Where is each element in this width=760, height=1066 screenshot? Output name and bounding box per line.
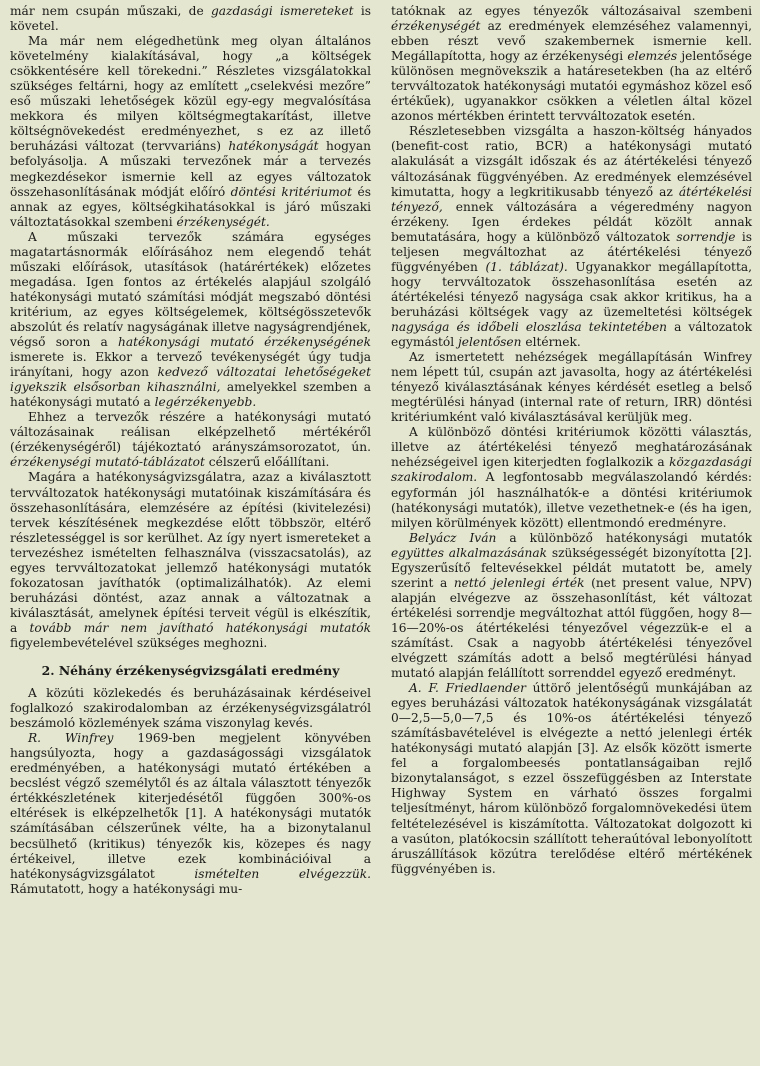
paragraph bbox=[391, 350, 752, 425]
emphasized-text: ismételten elvégezzük. bbox=[194, 866, 372, 881]
emphasized-text: elemzés bbox=[627, 49, 678, 64]
emphasized-text: jelentősen bbox=[457, 335, 522, 350]
text-run: az eredmények elemzéséhez valamennyi, ebben részt vevő szakembernek ismernie kell. Megállapította, hogy az érzékenységi bbox=[391, 19, 752, 64]
emphasized-text: sorrendje bbox=[676, 229, 736, 244]
emphasized-text: nagysága és időbeli eloszlása tekintetében bbox=[391, 319, 668, 334]
text-run: Magára a hatékonyságvizsgálatra, azaz a kiválasztott tervváltozatok hatékonysági mutatóinak kiszámítására és összehasonlítására, elemzésére az építési (kivitelezési) tervek készítésének megkezdése előtt többször, eltérő részletességgel is sor kerülhet. Az így nyert ismereteket a tervezéshez ismételten felhasználva (visszacsatolás), az egyes tervváltozatokat jellemző hatékonysági mutatók fokozatosan javíthatók (optimalizálhatók). Az elemi beruházási döntést, azaz annak a változatnak a kiválasztását, amelynek építési terveit végül is elkészítik, a bbox=[10, 470, 371, 635]
emphasized-text: A. F. Friedlaender bbox=[409, 681, 526, 696]
text-run: figyelembevételével szükséges meghozni. bbox=[10, 635, 268, 650]
text-run: eltérnek. bbox=[521, 335, 581, 350]
text-run: Rámutatott, hogy a hatékonysági mu- bbox=[10, 881, 243, 896]
paragraph bbox=[391, 425, 752, 530]
text-run: szükségességét bizonyította [2]. Egyszerűsítő feltevésekkel példát mutatott be, amely szerint a bbox=[391, 545, 752, 590]
text-run: hogyan befolyásolja. A műszaki tervezőnek már a tervezés megkezdésekor ismernie kell az egyes változatok összehasonlításának módját előíró bbox=[10, 139, 371, 199]
text-run: amelyekkel szemben a hatékonysági mutató a bbox=[10, 380, 372, 410]
text-run: jelentősége különösen megnövekszik a határesetekben (ha az eltérő tervváltozatok hatékonysági mutatói egymáshoz közel eső értékűek), ugyanakkor csökken a véletlen által közel azonos mértékben érintett tervváltozatok esetén. bbox=[391, 49, 753, 124]
text-run: A legfontosabb megválaszolandó kérdés: egyformán jól használhatók-e a döntési kritériumok (hatékonysági mutatók), illetve vezethetnek-e (és ha igen, milyen körülmények között) ellentmondó eredményre. bbox=[391, 470, 752, 530]
paragraph bbox=[10, 34, 371, 230]
emphasized-text: nettó jelenlegi érték bbox=[453, 575, 585, 590]
emphasized-text: együttes alkalmazásának bbox=[391, 545, 548, 560]
text-run: ennek változására a végeredmény nagyon érzékeny. Igen érdekes példát közölt annak bemutatására, hogy a különböző változatok bbox=[391, 199, 752, 244]
text-run: úttörő jelentőségű munkájában az egyes beruházási változatok hatékonyságának vizsgálatát 0—2,5—5,0—7,5 és 10%-os átértékelési tényező számításbavételével is elvégezte a nettó jelenlegi érték hatékonysági mutató alapján [3]. Az elsők között ismerte fel a forgalombeesés pontatlanságaiban rejlő bizonytalanságot, s ezzel összefüggésben az Interstate Highway System en várható összes forgalmi teljesítményt, három különböző forgalomnövekedési ütem feltételezésével is kiszámította. Változatokat dolgozott ki a vasúton, platókocsin szállított teheraútóval lebonyolított áruszállítások közútra terelődése eltérő mértékének függvényében is. bbox=[391, 681, 752, 876]
text-run: célszerű előállítani. bbox=[204, 455, 330, 470]
right-column bbox=[391, 4, 752, 1066]
text-run: A közúti közlekedés és beruházásainak kérdéseivel foglalkozó szakirodalomban az érzékenységvizsgálatról beszámoló közlemények száma viszonylag kevés. bbox=[10, 686, 371, 731]
text-run: ismerete is. Ekkor a tervező tevékenységét úgy tudja irányítani, hogy azon bbox=[10, 350, 371, 380]
text-run: Részletesebben vizsgálta a haszon-költség hányados (benefit-cost ratio, BCR) a hatékonysági mutató alakulását a vizsgált időszak és az átértékelési tényező változásának függvényében. Az eredmények elemzésével kimutatta, hogy a legkritikusabb tényező az bbox=[391, 124, 752, 199]
text-run: A műszaki tervezők számára egységes magatartásnormák előírásához nem elegendő tehát műszaki előírások, utasítások (határértékek) előzetes megadása. Igen fontos az értékelés alapjául szolgáló hatékonysági mutató számítási módját megszabó döntési kritérium, az egyes költségelemek, költségösszetevők abszolút és relatív nagyságának illetve nagyságrendjének, végső soron a bbox=[10, 229, 371, 350]
emphasized-text: közgazdasági szakirodalom. bbox=[391, 455, 752, 485]
paragraph bbox=[391, 681, 752, 877]
left-column bbox=[10, 4, 371, 1066]
paragraph bbox=[10, 230, 371, 411]
paragraph bbox=[10, 731, 371, 897]
emphasized-text: (1. táblázat). bbox=[485, 259, 568, 274]
emphasized-text: hatékonyságát bbox=[228, 139, 319, 154]
text-run: is követel. bbox=[10, 4, 371, 34]
paragraph bbox=[10, 410, 371, 470]
emphasized-text: tovább már nem javítható hatékonysági mutatók bbox=[29, 620, 371, 635]
text-run: Az ismertetett nehézségek megállapításán Winfrey nem lépett túl, csupán azt javasolta, hogy az átértékelési tényező kiválasztásának kényes kérdését esetleg a belső megtérülési hányad (internal rate of return, IRR) döntési kritériumként való kiválasztásával kerüljük meg. bbox=[391, 350, 752, 425]
text-run: is teljesen megváltozhat az átértékelési tényező függvényében bbox=[391, 229, 752, 274]
emphasized-text: kedvező változatai lehetőségeket igyekszik elsősorban kihasználni, bbox=[10, 365, 372, 395]
emphasized-text: érzékenységi mutató-táblázatot bbox=[10, 455, 205, 470]
paragraph bbox=[10, 4, 371, 34]
section-heading: 2. Néhány érzékenységvizsgálati eredmény bbox=[41, 663, 340, 679]
paragraph bbox=[10, 470, 371, 651]
emphasized-text: legérzékenyebb. bbox=[154, 395, 257, 410]
emphasized-text: hatékonysági mutató érzékenységének bbox=[117, 335, 372, 350]
emphasized-text: átértékelési tényező, bbox=[391, 184, 752, 214]
paragraph bbox=[391, 4, 752, 124]
text-run: Ma már nem elégedhetünk meg olyan általános követelmény kialakításával, hogy „a költségek csökkentésére kell törekedni.” Részletes vizsgálatokkal szükséges feltárni, hogy az említett „cselekvési mezőre” eső műszaki lehetőségek közül egy-egy megvalósítása mekkora és milyen költségmegtakarítást, illetve költségnövekedést eredményezhet, s ez az illető beruházási változat (tervvariáns) bbox=[10, 34, 371, 154]
text-run: a változatok egymástól bbox=[391, 319, 753, 350]
text-run: A különböző döntési kritériumok közötti választás, illetve az átértékelési tényező meghatározásának nehézségeivel igen kiterjedten foglalkozik a bbox=[391, 425, 752, 470]
text-run: tatóknak az egyes tényezők változásaival szembeni bbox=[391, 4, 752, 18]
text-run: már nem csupán műszaki, de bbox=[10, 4, 211, 18]
emphasized-text: érzékenységét bbox=[391, 19, 481, 34]
text-run: Ehhez a tervezők részére a hatékonysági mutató változásainak reálisan elképzelhető mértékéről (érzékenységéről) tájékoztató arányszámsorozatot, ún. bbox=[10, 410, 371, 455]
paragraph bbox=[391, 531, 752, 681]
text-run: és annak az egyes, költségkihatásokkal is járó műszaki változtatásokkal szembeni bbox=[10, 184, 371, 229]
text-run: 1969-ben megjelent könyvében hangsúlyozta, hogy a gazdaságossági vizsgálatok eredményében, a hatékonysági mutató értékében a becslést végző személytől és az általa választott tényezők értékkészletének kiterjedésétől függően 300%-os eltérések is elképzelhetők [1]. A hatékonysági mutatók számításában célszerűnek vélte, ha a bizonytalanul becsülhető (kritikus) tényezők kis, közepes és nagy értékeivel, illetve ezek kombinációival a hatékonyságvizsgálatot bbox=[10, 731, 371, 881]
emphasized-text: döntési kritériumot bbox=[230, 184, 353, 199]
emphasized-text: R. Winfrey bbox=[28, 731, 114, 746]
emphasized-text: gazdasági ismereteket bbox=[210, 4, 354, 18]
paragraph bbox=[391, 124, 752, 350]
text-run: Ugyanakkor megállapította, hogy tervváltozatok összehasonlítása esetén az átértékelési tényező nagysága csak akkor kritikus, ha a beruházási költségek vagy az üzemeltetési költségek bbox=[391, 259, 752, 319]
emphasized-text: Belyácz Iván bbox=[409, 530, 497, 545]
paragraph bbox=[10, 686, 371, 731]
emphasized-text: érzékenységét. bbox=[176, 214, 270, 229]
text-run: a különböző hatékonysági mutatók bbox=[496, 530, 752, 545]
text-run: (net present value, NPV) alapján elvégezve az összehasonlítást, két változat értékelési sorrendje megváltozhat attól függően, hogy 8—16—20%-os átértékelési tényezővel végezzük-e el a számítást. Csak a nagyobb átértékelési tényezővel elvégzett számítás adott a belső megtérülési hányad mutató alapján felállított sorrenddel egyező eredményt. bbox=[391, 575, 753, 681]
